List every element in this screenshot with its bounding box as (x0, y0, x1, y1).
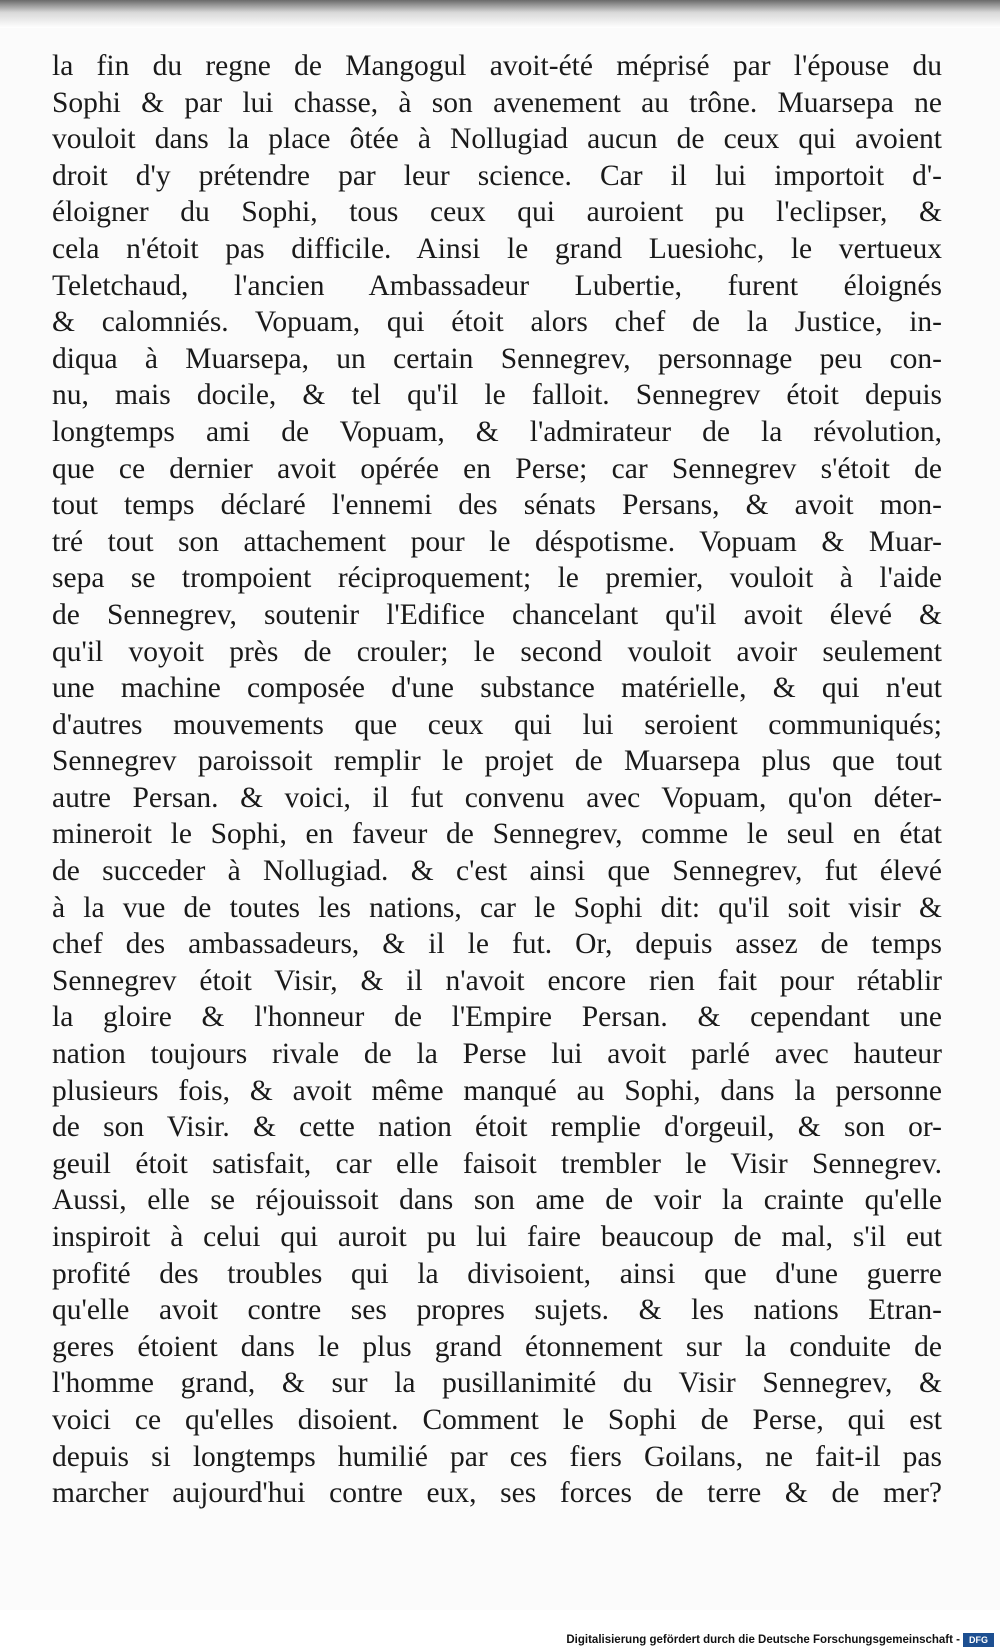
text-line-16: de Sennegrev, soutenir l'Edifice chancelant qu'il avoit élevé & (52, 598, 942, 631)
text-line-17: qu'il voyoit près de crouler; le second vouloit avoir seulement (52, 635, 942, 668)
text-line-38: voici ce qu'elles disoient. Comment le Sophi de Perse, qui est (52, 1403, 942, 1436)
dfg-logo: DFG (963, 1633, 994, 1647)
text-line-25: chef des ambassadeurs, & il le fut. Or, depuis assez de temps (52, 928, 942, 961)
text-line-19: d'autres mouvements que ceux qui lui seroient communiqués; (52, 708, 942, 741)
text-line-33: inspiroit à celui qui auroit pu lui faire beaucoup de mal, s'il eut (52, 1221, 942, 1253)
text-line-26: Sennegrev étoit Visir, & il n'avoit encore rien fait pour rétablir (52, 964, 942, 997)
page-text (52, 48, 942, 1512)
text-line-30: de son Visir. & cette nation étoit remplie d'orgeuil, & son or- (52, 1111, 942, 1144)
text-line-5: éloigner du Sophi, tous ceux qui auroient pu l'eclipser, & (52, 196, 942, 229)
text-line-11: longtemps ami de Vopuam, & l'admirateur de la révolution, (52, 415, 942, 448)
text-line-22: mineroit le Sophi, en faveur de Sennegrev, comme le seul en état (52, 818, 942, 851)
text-line-40: marcher aujourd'hui contre eux, ses forces de terre & de mer? (52, 1477, 942, 1510)
funding-credit: Digitalisierung gefördert durch die Deutsche Forschungsgemeinschaft - (566, 1634, 960, 1646)
text-line-10: nu, mais docile, & tel qu'il le falloit. Sennegrev étoit depuis (52, 379, 942, 412)
text-line-23: de succeder à Nollugiad. & c'est ainsi que Sennegrev, fut élevé (52, 855, 942, 888)
text-line-36: geres étoient dans le plus grand étonnement sur la conduite de (52, 1330, 942, 1363)
text-line-39: depuis si longtemps humilié par ces fiers Goilans, ne fait-il pas (52, 1440, 942, 1473)
text-line-20: Sennegrev paroissoit remplir le projet de Muarsepa plus que tout (52, 745, 942, 778)
text-line-21: autre Persan. & voici, il fut convenu avec Vopuam, qu'on déter- (52, 781, 942, 814)
text-line-27: la gloire & l'honneur de l'Empire Persan. & cependant une (52, 1001, 942, 1034)
text-line-29: plusieurs fois, & avoit même manqué au Sophi, dans la personne (52, 1074, 942, 1107)
text-line-4: droit d'y prétendre par leur science. Car il lui importoit d'- (52, 159, 942, 192)
text-line-24: à la vue de toutes les nations, car le Sophi dit: qu'il soit visir & (52, 891, 942, 924)
text-line-2: Sophi & par lui chasse, à son avenement au trône. Muarsepa ne (52, 86, 942, 119)
text-line-3: vouloit dans la place ôtée à Nollugiad aucun de ceux qui avoient (52, 123, 942, 156)
text-line-12: que ce dernier avoit opérée en Perse; car Sennegrev s'étoit de (52, 452, 942, 485)
text-line-9: diqua à Muarsepa, un certain Sennegrev, personnage peu con- (52, 342, 942, 375)
text-line-7: Teletchaud, l'ancien Ambassadeur Lubertie, furent éloignés (52, 269, 942, 302)
text-line-15: sepa se trompoient réciproquement; le premier, vouloit à l'aide (52, 562, 942, 595)
text-line-8: & calomniés. Vopuam, qui étoit alors chef de la Justice, in- (52, 306, 942, 339)
text-line-35: qu'elle avoit contre ses propres sujets. & les nations Etran- (52, 1294, 942, 1327)
page-top-shadow (0, 0, 1000, 28)
text-line-32: Aussi, elle se réjouissoit dans son ame de voir la crainte qu'elle (52, 1184, 942, 1217)
text-line-34: profité des troubles qui la divisoient, ainsi que d'une guerre (52, 1257, 942, 1290)
text-line-18: une machine composée d'une substance matérielle, & qui n'eut (52, 672, 942, 705)
text-line-31: geuil étoit satisfait, car elle faisoit trembler le Visir Sennegrev. (52, 1147, 942, 1180)
text-line-6: cela n'étoit pas difficile. Ainsi le grand Luesiohc, le vertueux (52, 232, 942, 265)
text-line-14: tré tout son attachement pour le déspotisme. Vopuam & Muar- (52, 525, 942, 558)
text-line-37: l'homme grand, & sur la pusillanimité du Visir Sennegrev, & (52, 1367, 942, 1400)
text-line-13: tout temps déclaré l'ennemi des sénats Persans, & avoit mon- (52, 489, 942, 522)
text-line-1: la fin du regne de Mangogul avoit-été méprisé par l'épouse du (52, 50, 942, 82)
text-line-28: nation toujours rivale de la Perse lui avoit parlé avec hauteur (52, 1038, 942, 1071)
